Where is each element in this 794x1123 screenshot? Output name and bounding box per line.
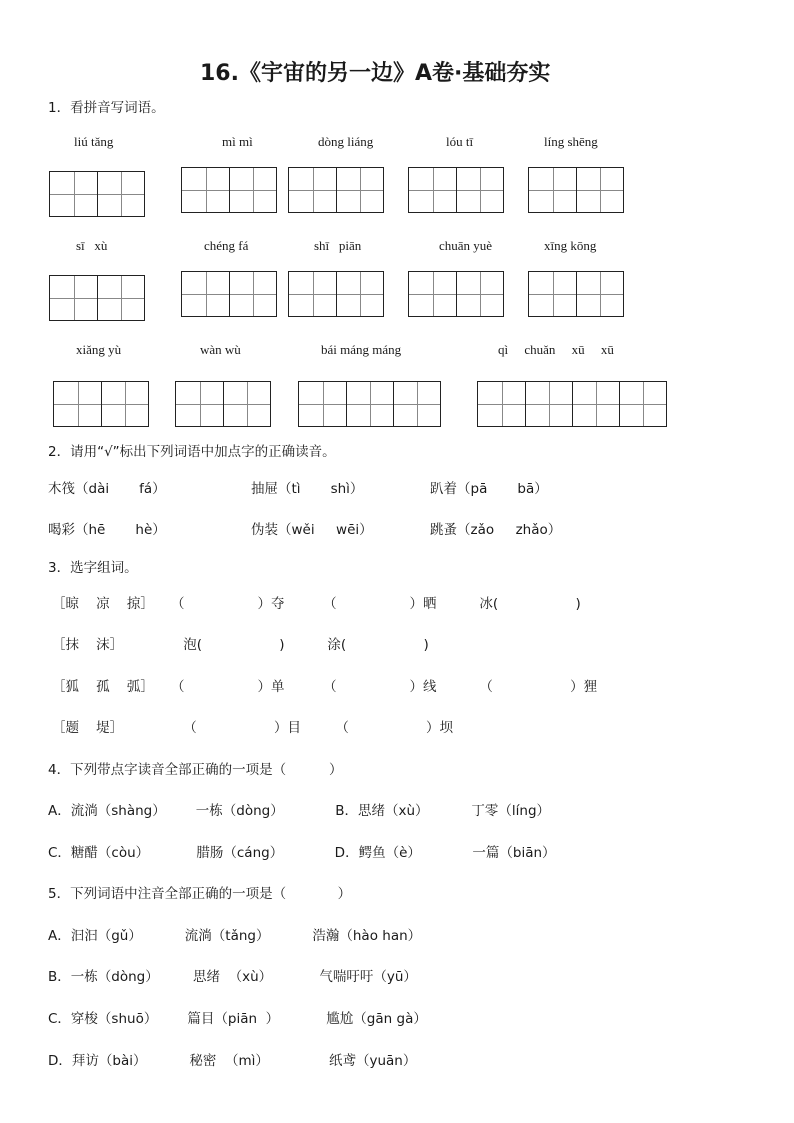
q2-item: 抽屉（tì shì） xyxy=(251,481,364,497)
pinyin-dong-liang: dòng liáng xyxy=(318,134,374,149)
q4-option-row[interactable]: A．流淌（shàng） 一栋（dòng） B．思绪（xù） 丁零（líng） xyxy=(48,803,551,819)
writing-grid[interactable] xyxy=(53,381,149,427)
writing-grid[interactable] xyxy=(288,167,384,213)
writing-grid[interactable] xyxy=(477,381,667,427)
writing-grid[interactable] xyxy=(288,271,384,317)
q2-item: 伪装（wěi wēi） xyxy=(251,522,373,538)
page-title: 16.《宇宙的另一边》A卷·基础夯实 xyxy=(200,61,551,86)
q5-option-c[interactable]: C．穿梭（shuō） 篇目（piān ） 尴尬（gān gà） xyxy=(48,1011,427,1027)
pinyin-xiang-yu: xiǎng yù xyxy=(76,342,122,357)
pinyin-mi-mi: mì mì xyxy=(222,134,253,149)
pinyin-qi-chuan-xu-xu: qì chuǎn xū xū xyxy=(498,342,614,357)
q3-row: ［题 堤］ （ ）目 （ ）坝 xyxy=(52,720,454,736)
pinyin-shi-pian: shī piān xyxy=(314,238,362,253)
pinyin-chuan-yue: chuān yuè xyxy=(439,238,493,253)
q5-option-d[interactable]: D．拜访（bài） 秘密 （mì） 纸鸢（yuān） xyxy=(48,1053,417,1069)
writing-grid[interactable] xyxy=(49,171,145,217)
q4-label: 4．下列带点字读音全部正确的一项是（ ） xyxy=(48,762,343,778)
writing-grid[interactable] xyxy=(181,167,277,213)
pinyin-xing-kong: xīng kōng xyxy=(544,238,597,253)
q1-label: 1．看拼音写词语。 xyxy=(48,100,165,116)
q5-label: 5．下列词语中注音全部正确的一项是（ ） xyxy=(48,886,352,902)
writing-grid[interactable] xyxy=(175,381,271,427)
q3-row: ［晾 凉 掠］ （ ）夺 （ ）晒 冰( ) xyxy=(52,596,581,612)
q3-row: ［狐 孤 弧］ （ ）单 （ ）线 （ ）狸 xyxy=(52,679,598,695)
pinyin-liu-tang: liú tǎng xyxy=(74,134,114,149)
q2-item: 喝彩（hē hè） xyxy=(48,522,166,538)
q2-item: 趴着（pā bā） xyxy=(430,481,548,497)
writing-grid[interactable] xyxy=(298,381,441,427)
pinyin-si-xu: sī xù xyxy=(76,238,108,253)
writing-grid[interactable] xyxy=(49,275,145,321)
writing-grid[interactable] xyxy=(528,271,624,317)
pinyin-bai-mang-mang: bái máng máng xyxy=(321,342,402,357)
writing-grid[interactable] xyxy=(408,271,504,317)
pinyin-wan-wu: wàn wù xyxy=(200,342,241,357)
q5-option-a[interactable]: A．汩汩（gǔ） 流淌（tǎng） 浩瀚（hào han） xyxy=(48,928,422,944)
q4-option-row[interactable]: C．糖醋（còu） 腊肠（cáng） D．鳄鱼（è） 一篇（biān） xyxy=(48,845,556,861)
q5-option-b[interactable]: B．一栋（dòng） 思绪 （xù） 气喘吁吁（yū） xyxy=(48,969,417,985)
writing-grid[interactable] xyxy=(181,271,277,317)
q2-item: 木筏（dài fá） xyxy=(48,481,166,497)
writing-grid[interactable] xyxy=(528,167,624,213)
pinyin-ling-sheng: líng shēng xyxy=(544,134,598,149)
pinyin-lou-ti: lóu tī xyxy=(446,134,474,149)
q3-label: 3．选字组词。 xyxy=(48,560,138,576)
pinyin-cheng-fa: chéng fá xyxy=(204,238,249,253)
q2-item: 跳蚤（zǎo zhǎo） xyxy=(430,522,562,538)
q3-row: ［抹 沫］ 泡( ) 涂( ) xyxy=(52,637,429,653)
writing-grid[interactable] xyxy=(408,167,504,213)
q2-label: 2．请用“√”标出下列词语中加点字的正确读音。 xyxy=(48,444,336,460)
